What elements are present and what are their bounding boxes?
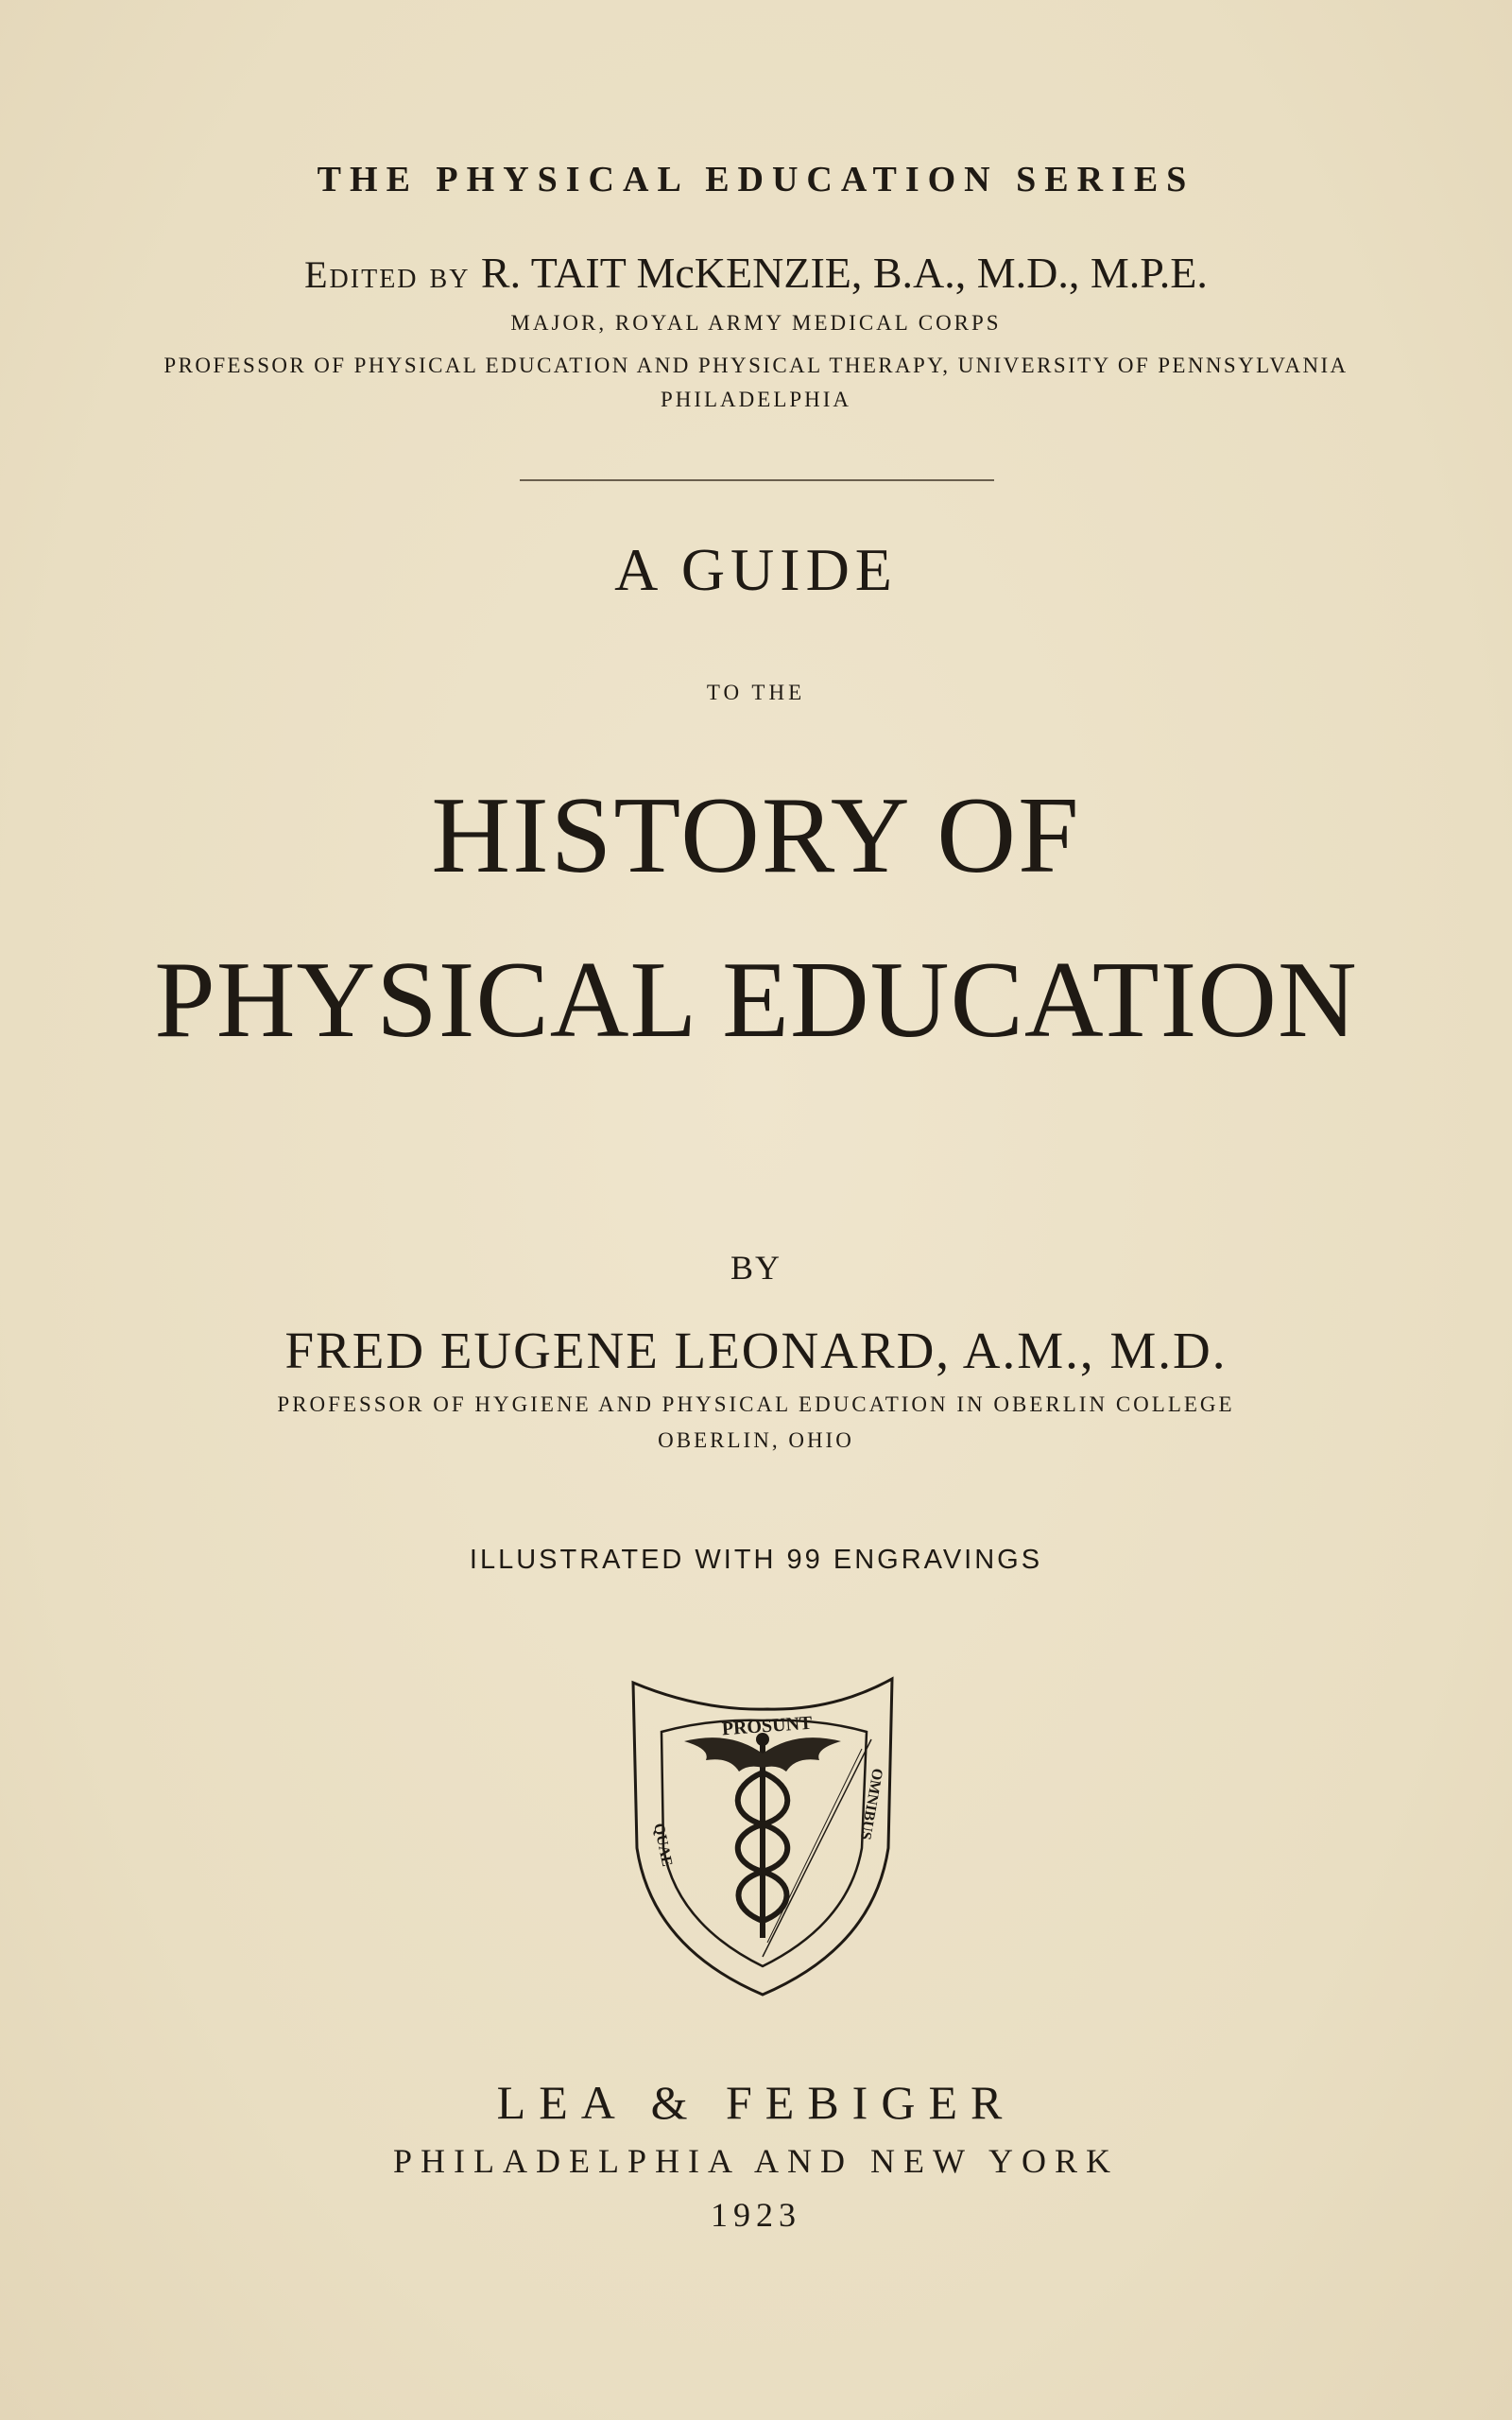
series-title: THE PHYSICAL EDUCATION SERIES xyxy=(317,160,1195,199)
editor-line xyxy=(0,248,1512,298)
editor-name: R. TAIT McKENZIE, B.A., M.D., M.P.E. xyxy=(480,249,1208,297)
emblem-motto-top: PROSUNT xyxy=(721,1712,814,1740)
publication-year: 1923 xyxy=(711,2196,801,2234)
editor-city: PHILADELPHIA xyxy=(660,388,852,411)
by-label: BY xyxy=(730,1249,782,1287)
publisher-name: LEA & FEBIGER xyxy=(496,2076,1016,2129)
illustrations-note: ILLUSTRATED WITH 99 ENGRAVINGS xyxy=(469,1545,1043,1575)
emblem-motto-left: QUAE xyxy=(650,1822,676,1869)
editor-position: PROFESSOR OF PHYSICAL EDUCATION AND PHYSICAL THERAPY, UNIVERSITY OF PENNSYLVANIA xyxy=(163,354,1349,377)
divider-rule xyxy=(520,479,994,481)
title-prefix: A GUIDE xyxy=(614,536,898,603)
author-city: OBERLIN, OHIO xyxy=(658,1428,854,1452)
caduceus-shield-emblem-icon xyxy=(626,1673,900,1999)
emblem-motto-right: OMNIBUS xyxy=(856,1767,885,1841)
title-line-2: PHYSICAL EDUCATION xyxy=(154,940,1358,1061)
author-name: FRED EUGENE LEONARD, A.M., M.D. xyxy=(284,1322,1228,1379)
author-position: PROFESSOR OF HYGIENE AND PHYSICAL EDUCATION IN OBERLIN COLLEGE xyxy=(277,1392,1235,1416)
editor-rank: MAJOR, ROYAL ARMY MEDICAL CORPS xyxy=(510,311,1002,335)
publisher-places: PHILADELPHIA AND NEW YORK xyxy=(393,2142,1119,2180)
title-connector: TO THE xyxy=(706,681,806,704)
title-line-1: HISTORY OF xyxy=(431,775,1081,896)
edited-by-label: Edited by xyxy=(304,253,471,296)
